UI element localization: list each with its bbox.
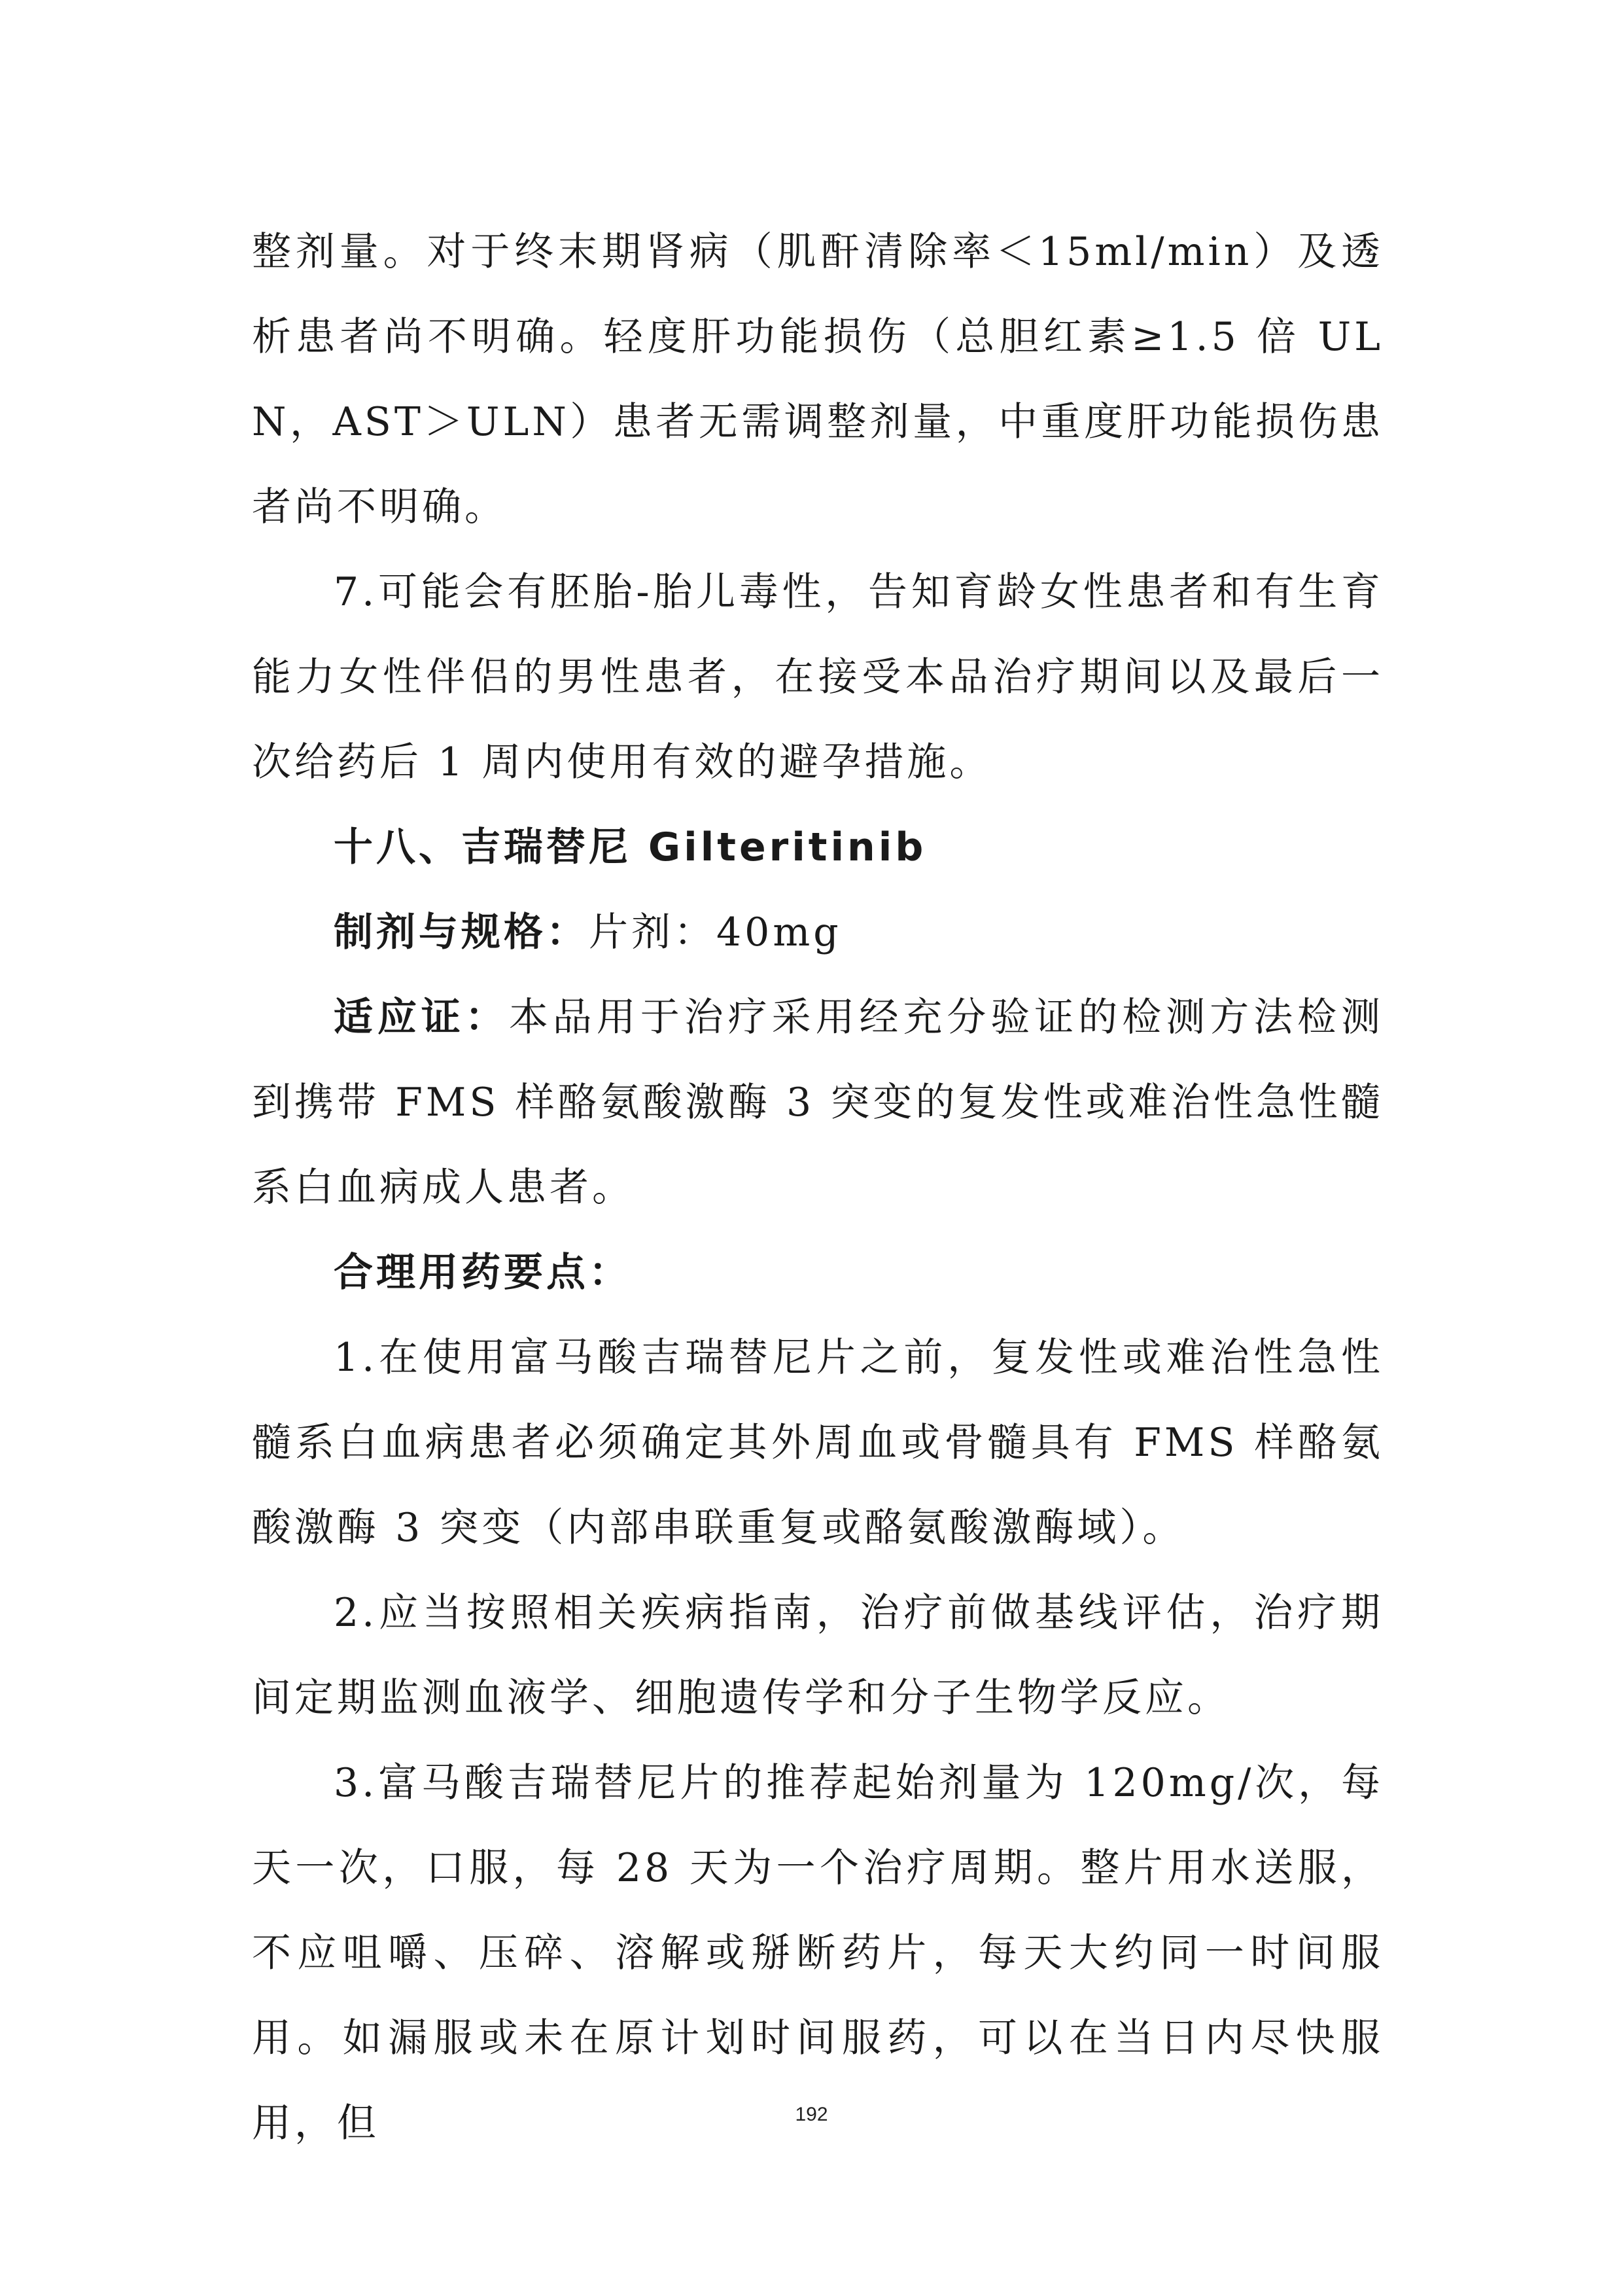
paragraph-point-1: 1.在使用富马酸吉瑞替尼片之前，复发性或难治性急性髓系白血病患者必须确定其外周血或骨髓具有 FMS 样酪氨酸激酶 3 突变（内部串联重复或酪氨酸激酶域）。: [252, 1335, 1384, 1551]
paragraph-item-7: 7.可能会有胚胎-胎儿毒性，告知育龄女性患者和有生育能力女性伴侣的男性患者，在接受本品治疗期间以及最后一次给药后 1 周内使用有效的避孕措施。: [252, 569, 1384, 785]
continuation-paragraph: 整剂量。对于终末期肾病（肌酐清除率＜15ml/min）及透析患者尚不明确。轻度肝功能损伤（总胆红素≥1.5 倍 ULN，AST＞ULN）患者无需调整剂量，中重度肝功能损伤患者尚不明确。: [252, 229, 1384, 530]
formulation-paragraph: [252, 890, 1384, 975]
rational-use-heading: 合理用药要点：: [334, 1250, 631, 1296]
paragraph-point-3: 3.富马酸吉瑞替尼片的推荐起始剂量为 120mg/次，每天一次，口服，每 28 天为一个治疗周期。整片用水送服，不应咀嚼、压碎、溶解或掰断药片，每天大约同一时间服用。如漏服或未在原计划时间服药，可以在当日内尽快服用，但: [252, 1760, 1384, 2146]
page-content: [252, 209, 1384, 2166]
paragraph-point-2: 2.应当按照相关疾病指南，治疗前做基线评估，治疗期间定期监测血液学、细胞遗传学和分子生物学反应。: [252, 1590, 1384, 1721]
formulation-value: 片剂：40mg: [589, 910, 842, 955]
indication-paragraph: [252, 975, 1384, 1230]
indication-label: 适应证：: [334, 995, 509, 1040]
formulation-label: 制剂与规格：: [334, 910, 589, 955]
page-number: 192: [795, 2104, 828, 2125]
indication-value: 本品用于治疗采用经充分验证的检测方法检测到携带 FMS 样酪氨酸激酶 3 突变的复发性或难治性急性髓系白血病成人患者。: [252, 995, 1384, 1210]
section-heading: 十八、吉瑞替尼 Gilteritinib: [334, 824, 927, 870]
